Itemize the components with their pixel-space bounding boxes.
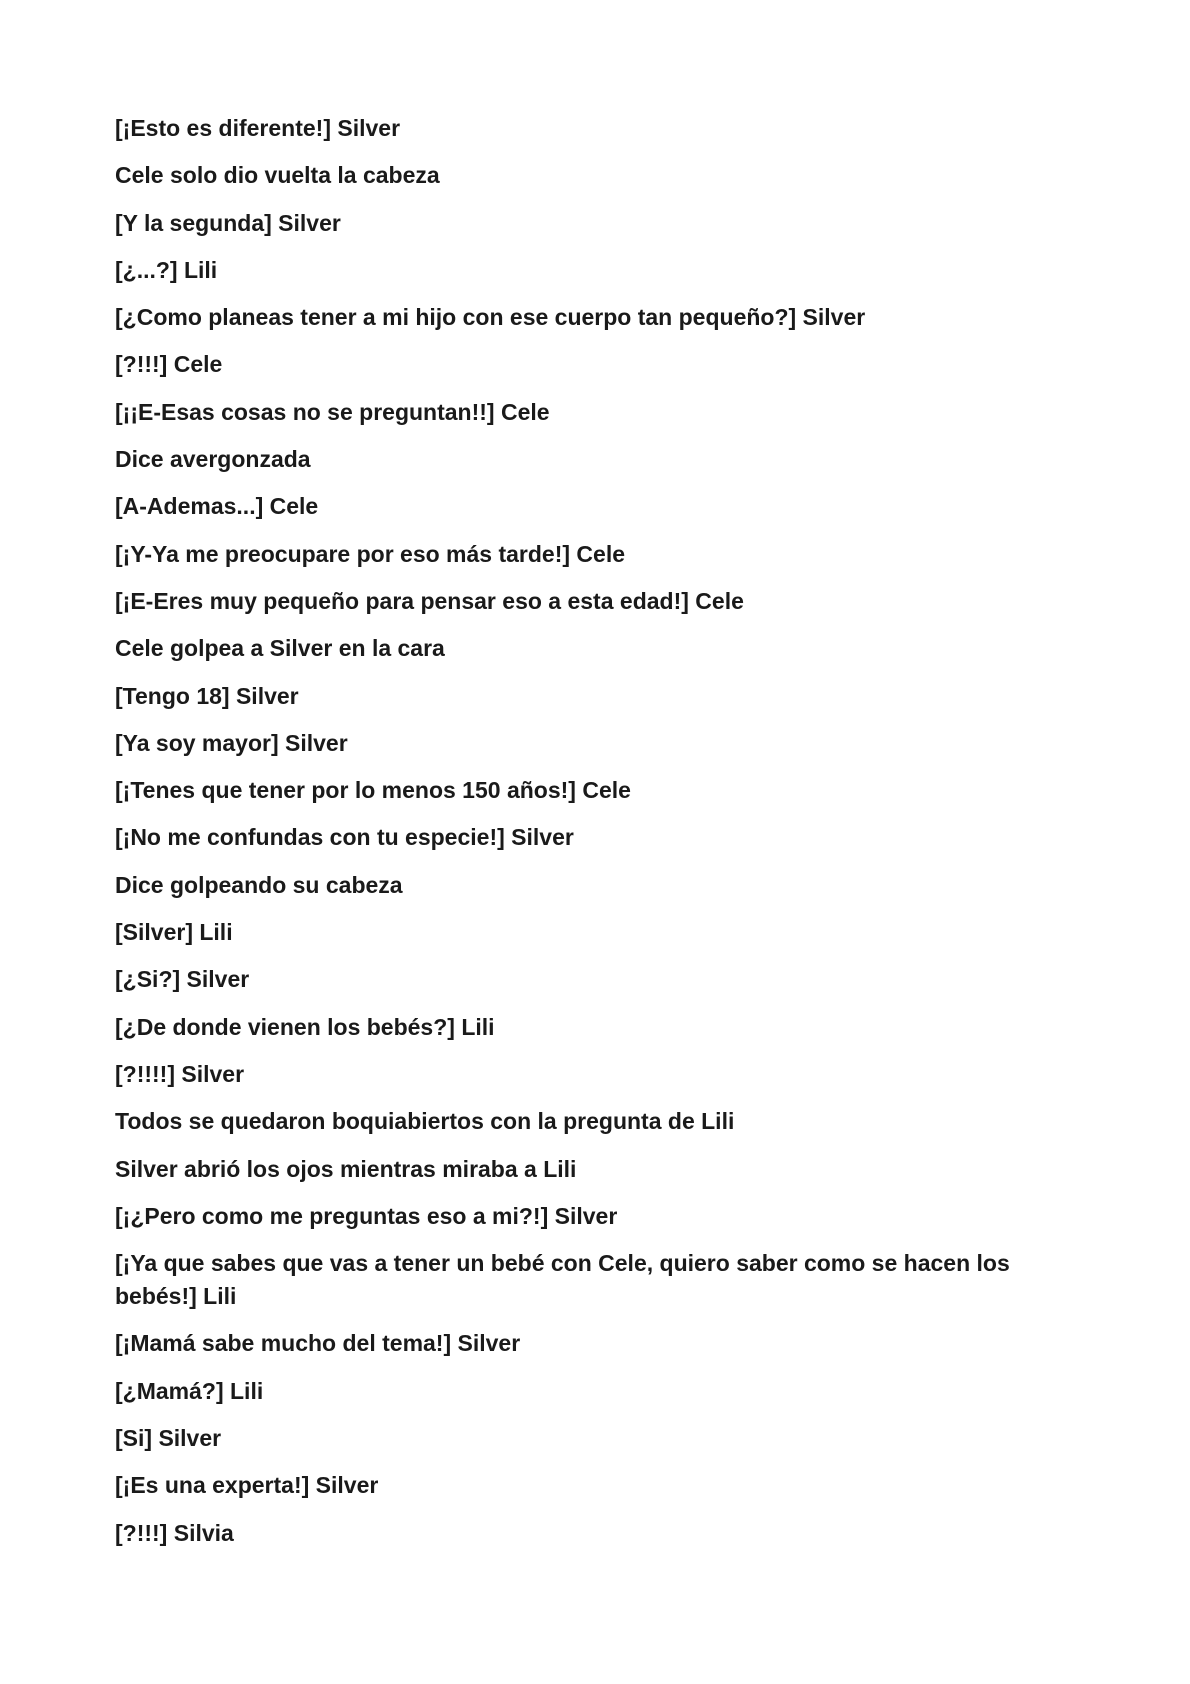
text-line: [¿...?] Lili xyxy=(115,256,218,283)
text-line: [¡Esto es diferente!] Silver xyxy=(115,115,401,141)
text-line: [?!!!] Silvia xyxy=(115,1519,234,1546)
text-line: [A-Ademas...] Cele xyxy=(115,493,319,520)
text-line: [¡Y-Ya me preocupare por eso más tarde!] Cele xyxy=(115,540,626,567)
text-line: Dice avergonzada xyxy=(115,446,311,473)
text-line: [Tengo 18] Silver xyxy=(115,682,299,709)
text-line: [¿Mamá?] Lili xyxy=(115,1377,264,1404)
text-line: [¡¡E-Esas cosas no se preguntan!!] Cele xyxy=(115,398,550,425)
text-line: Cele golpea a Silver en la cara xyxy=(115,635,445,662)
text-line: [?!!!] Cele xyxy=(115,351,223,378)
text-line: [¡Es una experta!] Silver xyxy=(115,1472,379,1499)
text-line: Dice golpeando su cabeza xyxy=(115,871,403,898)
text-line: [¿Si?] Silver xyxy=(115,966,250,993)
text-line: Todos se quedaron boquiabiertos con la pregunta de Lili xyxy=(115,1108,735,1135)
text-line: [¡E-Eres muy pequeño para pensar eso a esta edad!] Cele xyxy=(115,587,744,614)
text-line: [Ya soy mayor] Silver xyxy=(115,729,348,756)
text-line: [¡¿Pero como me preguntas eso a mi?!] Silver xyxy=(115,1202,618,1229)
text-line: [¿De donde vienen los bebés?] Lili xyxy=(115,1013,495,1040)
text-line: [Y la segunda] Silver xyxy=(115,209,341,236)
text-line: [Si] Silver xyxy=(115,1425,222,1452)
text-line: Silver abrió los ojos mientras miraba a Lili xyxy=(115,1155,577,1182)
text-line: [?!!!!] Silver xyxy=(115,1060,245,1087)
story-text xyxy=(115,112,1075,1564)
text-line: Cele solo dio vuelta la cabeza xyxy=(115,162,440,189)
text-line: [Silver] Lili xyxy=(115,919,233,946)
text-line: [¡No me confundas con tu especie!] Silver xyxy=(115,824,574,851)
text-line: [¿Como planeas tener a mi hijo con ese cuerpo tan pequeño?] Silver xyxy=(115,304,866,331)
text-line: [¡Tenes que tener por lo menos 150 años!] Cele xyxy=(115,777,631,804)
text-line: [¡Mamá sabe mucho del tema!] Silver xyxy=(115,1330,521,1357)
text-line: [¡Ya que sabes que vas a tener un bebé con Cele, quiero saber como se hacen los bebés!] Lili xyxy=(115,1250,1010,1310)
